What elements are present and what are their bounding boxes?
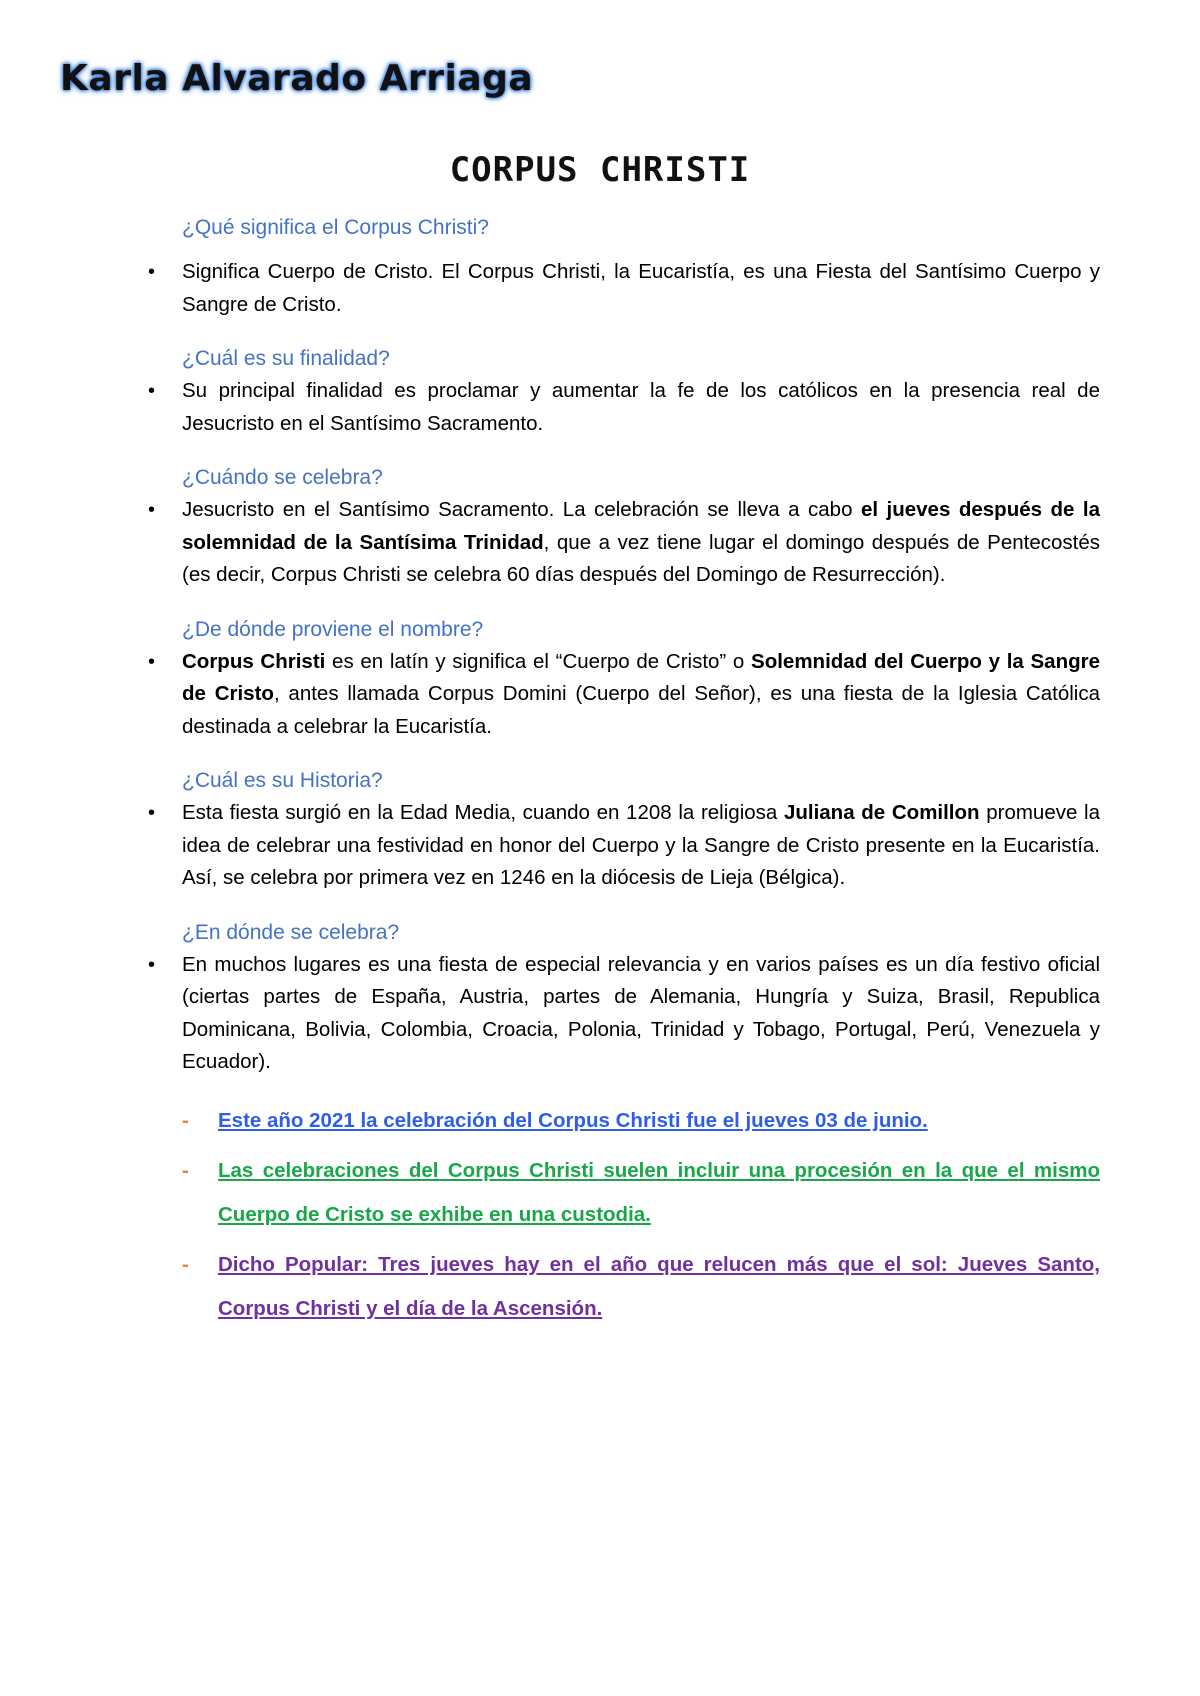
question-heading: ¿De dónde proviene el nombre? xyxy=(182,617,484,641)
answer-run: es en latín y significa el “Cuerpo de Cristo” o xyxy=(325,649,752,673)
answer-emphasis: Juliana de Comillon xyxy=(783,801,980,824)
question-heading: ¿Cuándo se celebra? xyxy=(182,466,383,489)
answer-item xyxy=(148,375,1100,440)
note-text: Dicho Popular: Tres jueves hay en el año que relucen más que el sol: Jueves Santo, Corpus Christi y el día de la Ascensión. xyxy=(218,1252,1100,1320)
bullet-icon: • xyxy=(148,380,156,402)
bullet-icon: • xyxy=(148,953,156,976)
answer-run: Jesucristo en el Santísimo Sacramento. La celebración se lleva a cabo xyxy=(182,498,861,521)
answer-item xyxy=(148,646,1100,744)
bullet-icon: • xyxy=(148,802,156,824)
document-body xyxy=(148,212,1100,1337)
answer-text xyxy=(182,379,1100,435)
note-text: Este año 2021 la celebración del Corpus Christi fue el jueves 03 de junio. xyxy=(218,1108,928,1132)
answer-text xyxy=(182,498,1100,586)
notes-list xyxy=(148,1099,1100,1331)
question-heading: ¿Qué significa el Corpus Christi? xyxy=(182,216,489,239)
note-item xyxy=(148,1149,1100,1237)
answer-run: Esta fiesta surgió en la Edad Media, cuando en 1208 la religiosa xyxy=(182,801,784,824)
answer-run: Significa Cuerpo de Cristo. El Corpus Christi, la Eucaristía, es una Fiesta del Santísimo Cuerpo y Sangre de Cristo. xyxy=(182,260,1100,316)
answer-emphasis: Corpus Christi xyxy=(182,649,326,673)
dash-marker: - xyxy=(182,1158,189,1182)
answer-item xyxy=(148,494,1100,592)
bullet-icon: • xyxy=(148,650,156,673)
answer-item xyxy=(148,949,1100,1079)
document-title: CORPUS CHRISTI xyxy=(449,150,751,190)
answer-run: , que a vez tiene lugar el domingo después de Pentecostés (es decir, Corpus Christi se celebra 60 días después del Domingo de Resurrección). xyxy=(182,530,1100,586)
bullet-icon: • xyxy=(148,499,156,521)
answer-run: En muchos lugares es una fiesta de especial relevancia y en varios países es un día festivo oficial (ciertas partes de España, Austria, partes de Alemania, Hungría y Suiza, Brasil, Republica Dominicana, Bolivia, Colombia, Croacia, Polonia, Trinidad y Tobago, Portugal, Perú, Venezuela y Ecuador). xyxy=(182,952,1100,1073)
answer-text xyxy=(182,953,1100,1074)
answer-run: , antes llamada Corpus Domini (Cuerpo del Señor), es una fiesta de la Iglesia Católica destinada a celebrar la Eucaristía. xyxy=(182,682,1100,738)
answer-text xyxy=(182,260,1100,316)
answer-emphasis: el jueves después de la solemnidad de la Santísima Trinidad xyxy=(182,498,1100,554)
dash-marker: - xyxy=(182,1252,189,1276)
question-heading: ¿En dónde se celebra? xyxy=(182,920,400,944)
note-item xyxy=(148,1099,1100,1143)
bullet-icon: • xyxy=(148,261,156,283)
note-item xyxy=(148,1243,1100,1331)
answer-text xyxy=(182,801,1100,889)
question-heading: ¿Cuál es su finalidad? xyxy=(182,347,390,370)
answer-item xyxy=(148,256,1100,321)
dash-marker: - xyxy=(182,1108,189,1132)
answer-run: promueve la idea de celebrar una festividad en honor del Cuerpo y la Sangre de Cristo presente en la Eucaristía. Así, se celebra por primera vez en 1246 en la diócesis de Lieja (Bélgica). xyxy=(182,801,1101,889)
answer-item xyxy=(148,797,1100,895)
answer-emphasis: Solemnidad del Cuerpo y la Sangre de Cristo xyxy=(182,649,1101,705)
answer-text xyxy=(182,650,1100,738)
question-heading: ¿Cuál es su Historia? xyxy=(182,769,383,792)
author-name: Karla Alvarado Arriaga xyxy=(60,58,534,99)
answer-run: Su principal finalidad es proclamar y aumentar la fe de los católicos en la presencia real de Jesucristo en el Santísimo Sacramento. xyxy=(182,379,1100,435)
note-text: Las celebraciones del Corpus Christi suelen incluir una procesión en la que el mismo Cuerpo de Cristo se exhibe en una custodia. xyxy=(218,1158,1100,1226)
